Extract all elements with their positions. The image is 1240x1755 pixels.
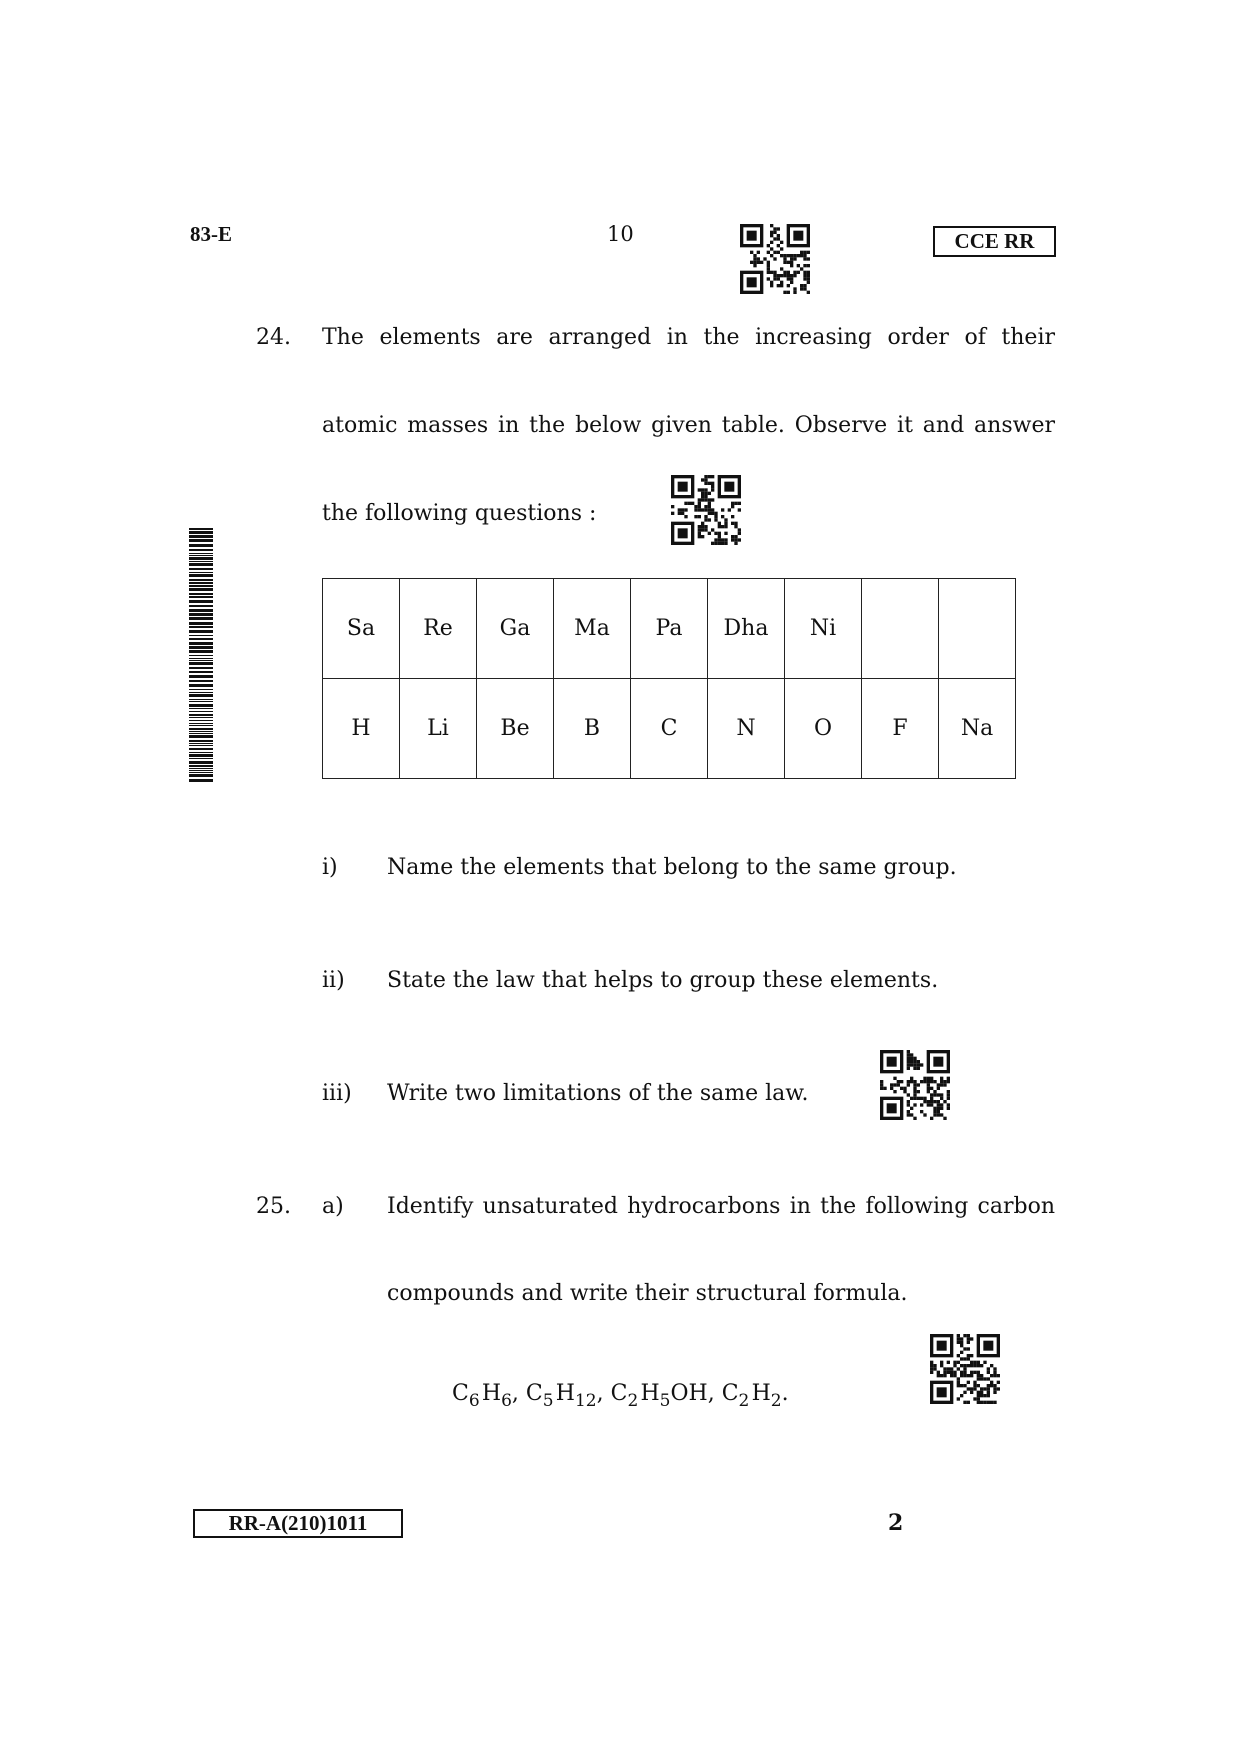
footer-code-box: RR-A(210)1011 — [193, 1509, 403, 1538]
formula-c6h6: $C_6$ $H_6$, — [452, 1381, 526, 1411]
table-cell: Li — [400, 679, 477, 779]
qr-code-icon — [740, 224, 810, 294]
formula-c2h5oh: $C_2$ $H_5OH$, — [610, 1381, 722, 1411]
formula-c2h2: $C_2$ $H_2$. — [721, 1381, 789, 1411]
q24-line-2: atomic masses in the below given table. Observe it and answer — [322, 413, 1055, 438]
elements-table — [322, 578, 1016, 779]
qr-code-icon — [880, 1050, 950, 1120]
table-row — [323, 679, 1016, 779]
table-cell: Re — [400, 579, 477, 679]
table-cell — [939, 579, 1016, 679]
table-cell: Sa — [323, 579, 400, 679]
table-cell: Be — [477, 679, 554, 779]
table-cell — [862, 579, 939, 679]
subquestion-label: ii) — [322, 968, 345, 993]
q25-part-label: a) — [322, 1194, 344, 1219]
footer-page-number: 2 — [888, 1510, 904, 1536]
paper-code: 83-E — [190, 222, 232, 246]
table-cell: Ma — [554, 579, 631, 679]
q24-line-1: The elements are arranged in the increasing order of their — [322, 325, 1055, 350]
table-cell: H — [323, 679, 400, 779]
qr-code-icon — [930, 1334, 1000, 1404]
table-cell: F — [862, 679, 939, 779]
q25-line-1: Identify unsaturated hydrocarbons in the following carbon — [387, 1194, 1055, 1219]
question-25-number: 25. — [256, 1194, 291, 1219]
barcode-icon — [189, 528, 213, 784]
table-cell: Na — [939, 679, 1016, 779]
subquestion-label: iii) — [322, 1081, 352, 1106]
table-cell: Ni — [785, 579, 862, 679]
formula-c5h12: $C_5$ $H_{12}$, — [525, 1381, 611, 1411]
page-number: 10 — [607, 222, 634, 246]
subquestion-text: Name the elements that belong to the same group. — [387, 855, 957, 880]
subquestion-text: Write two limitations of the same law. — [387, 1081, 809, 1106]
table-cell: B — [554, 679, 631, 779]
table-cell: C — [631, 679, 708, 779]
table-cell: Dha — [708, 579, 785, 679]
table-cell: Ga — [477, 579, 554, 679]
series-box: CCE RR — [933, 226, 1056, 257]
subquestion-text: State the law that helps to group these elements. — [387, 968, 939, 993]
table-cell: O — [785, 679, 862, 779]
subquestion-label: i) — [322, 855, 338, 880]
qr-code-icon — [671, 475, 741, 545]
q24-line-3: the following questions : — [322, 501, 597, 526]
table-cell: Pa — [631, 579, 708, 679]
question-24-number: 24. — [256, 325, 291, 350]
table-cell: N — [708, 679, 785, 779]
table-row — [323, 579, 1016, 679]
chemical-formulas — [452, 1381, 789, 1411]
q25-line-2: compounds and write their structural formula. — [387, 1281, 908, 1306]
